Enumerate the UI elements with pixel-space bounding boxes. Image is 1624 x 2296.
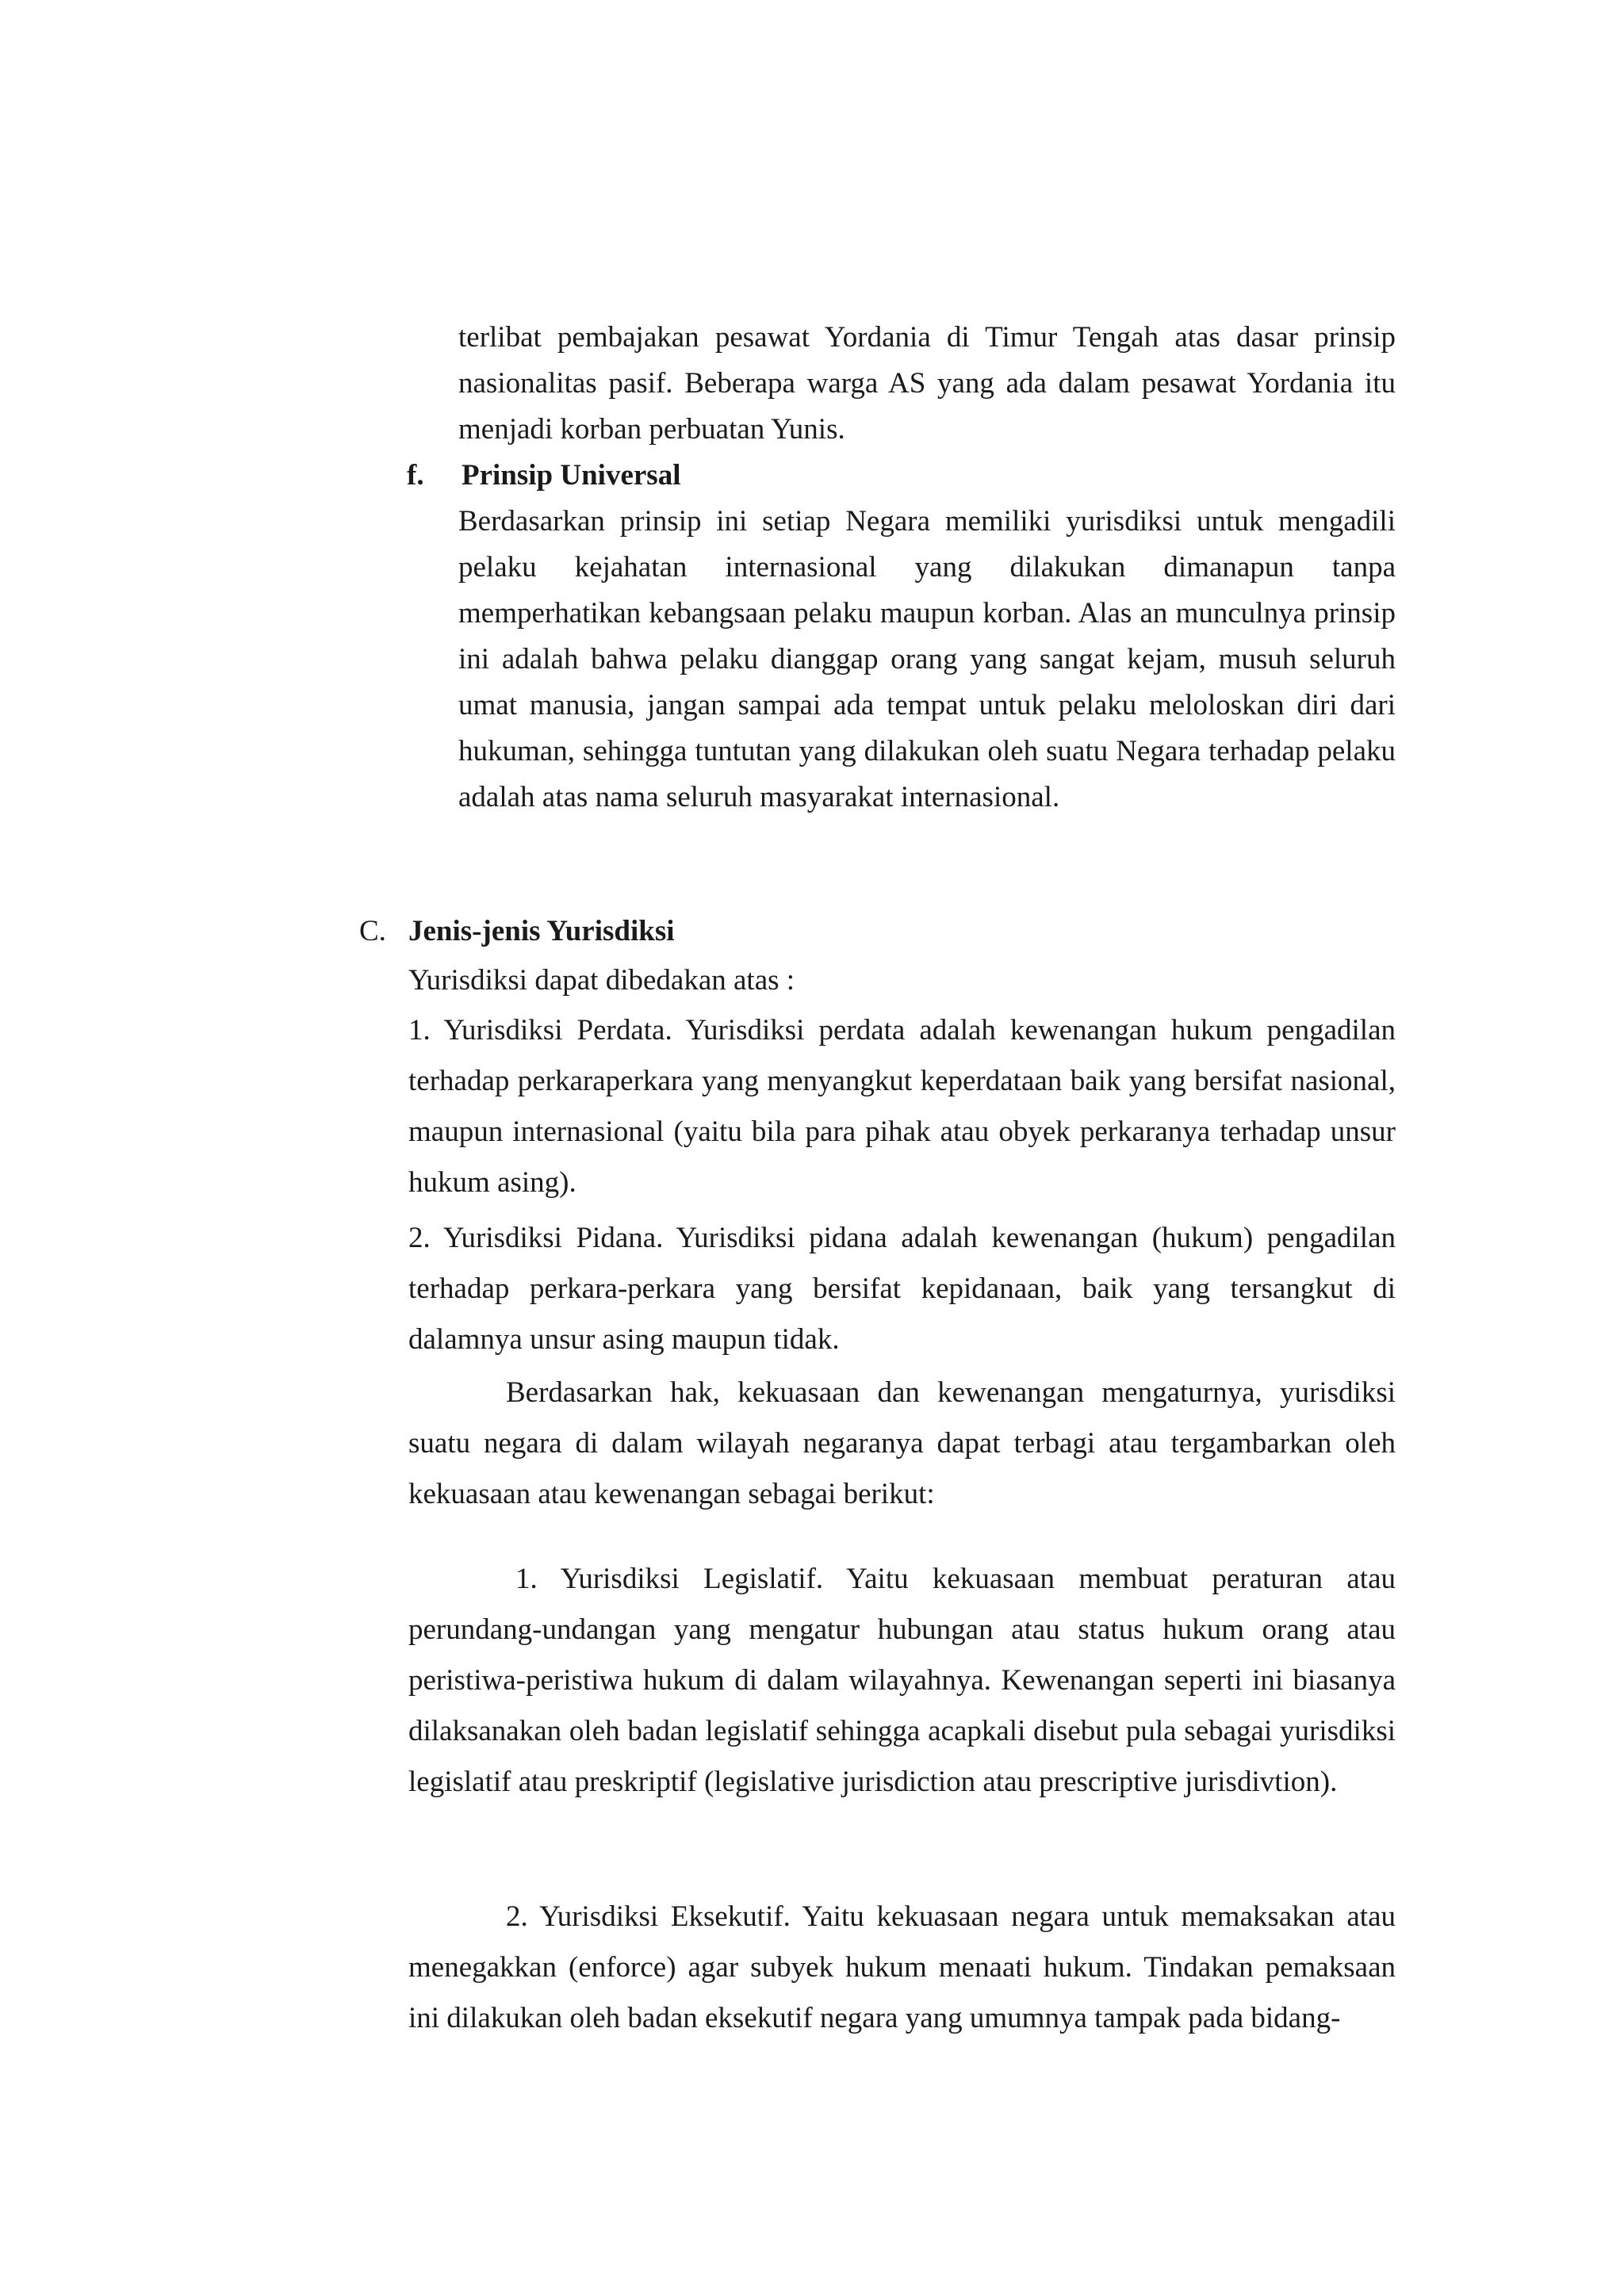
yurisdiksi-legislatif-paragraph: 1. Yurisdiksi Legislatif. Yaitu kekuasaan membuat peraturan atau perundang-undangan yang mengatur hubungan atau status hukum orang atau peristiwa-peristiwa hukum di dalam wilayahnya. Kewenangan seperti ini biasanya dilaksanakan oleh badan legislatif sehingga acapkali disebut pula sebagai yurisdiksi legislatif atau preskriptif (legislative jurisdiction atau prescriptive jurisdivtion). (408, 1563, 1396, 1798)
yurisdiksi-eksekutif-paragraph: 2. Yurisdiksi Eksekutif. Yaitu kekuasaan negara untuk memaksakan atau menegakkan (enforce) agar subyek hukum menaati hukum. Tindakan pemaksaan ini dilakukan oleh badan eksekutif negara yang umumnya tampak pada bidang- (408, 1900, 1396, 2034)
section-f-body: Berdasarkan prinsip ini setiap Negara memiliki yurisdiksi untuk mengadili pelaku kejahatan internasional yang dilakukan dimanapun tanpa memperhatikan kebangsaan pelaku maupun korban. Alas an munculnya prinsip ini adalah bahwa pelaku dianggap orang yang sangat kejam, musuh seluruh umat manusia, jangan sampai ada tempat untuk pelaku meloloskan diri dari hukuman, sehingga tuntutan yang dilakukan oleh suatu Negara terhadap pelaku adalah atas nama seluruh masyarakat internasional. (458, 505, 1396, 813)
section-c-marker: C. (359, 915, 386, 947)
section-f-marker: f. (407, 459, 424, 492)
berdasarkan-paragraph: Berdasarkan hak, kekuasaan dan kewenangan mengaturnya, yurisdiksi suatu negara di dalam wilayah negaranya dapat terbagi atau tergambarkan oleh kekuasaan atau kewenangan sebagai berikut: (408, 1376, 1396, 1510)
section-f-title: Prinsip Universal (462, 459, 681, 492)
section-c-title: Jenis-jenis Yurisdiksi (408, 915, 675, 947)
yurisdiksi-perdata-item: 1. Yurisdiksi Perdata. Yurisdiksi perdata adalah kewenangan hukum pengadilan terhadap perkaraperkara yang menyangkut keperdataan baik yang bersifat nasional, maupun internasional (yaitu bila para pihak atau obyek perkaranya terhadap unsur hukum asing). (408, 1014, 1396, 1199)
yurisdiksi-pidana-item: 2. Yurisdiksi Pidana. Yurisdiksi pidana adalah kewenangan (hukum) pengadilan terhadap perkara-perkara yang bersifat kepidanaan, baik yang tersangkut di dalamnya unsur asing maupun tidak. (408, 1222, 1396, 1356)
section-e-continuation: terlibat pembajakan pesawat Yordania di Timur Tengah atas dasar prinsip nasionalitas pasif. Beberapa warga AS yang ada dalam pesawat Yordania itu menjadi korban perbuatan Yunis. (458, 321, 1396, 446)
section-c-intro: Yurisdiksi dapat dibedakan atas : (408, 964, 795, 997)
